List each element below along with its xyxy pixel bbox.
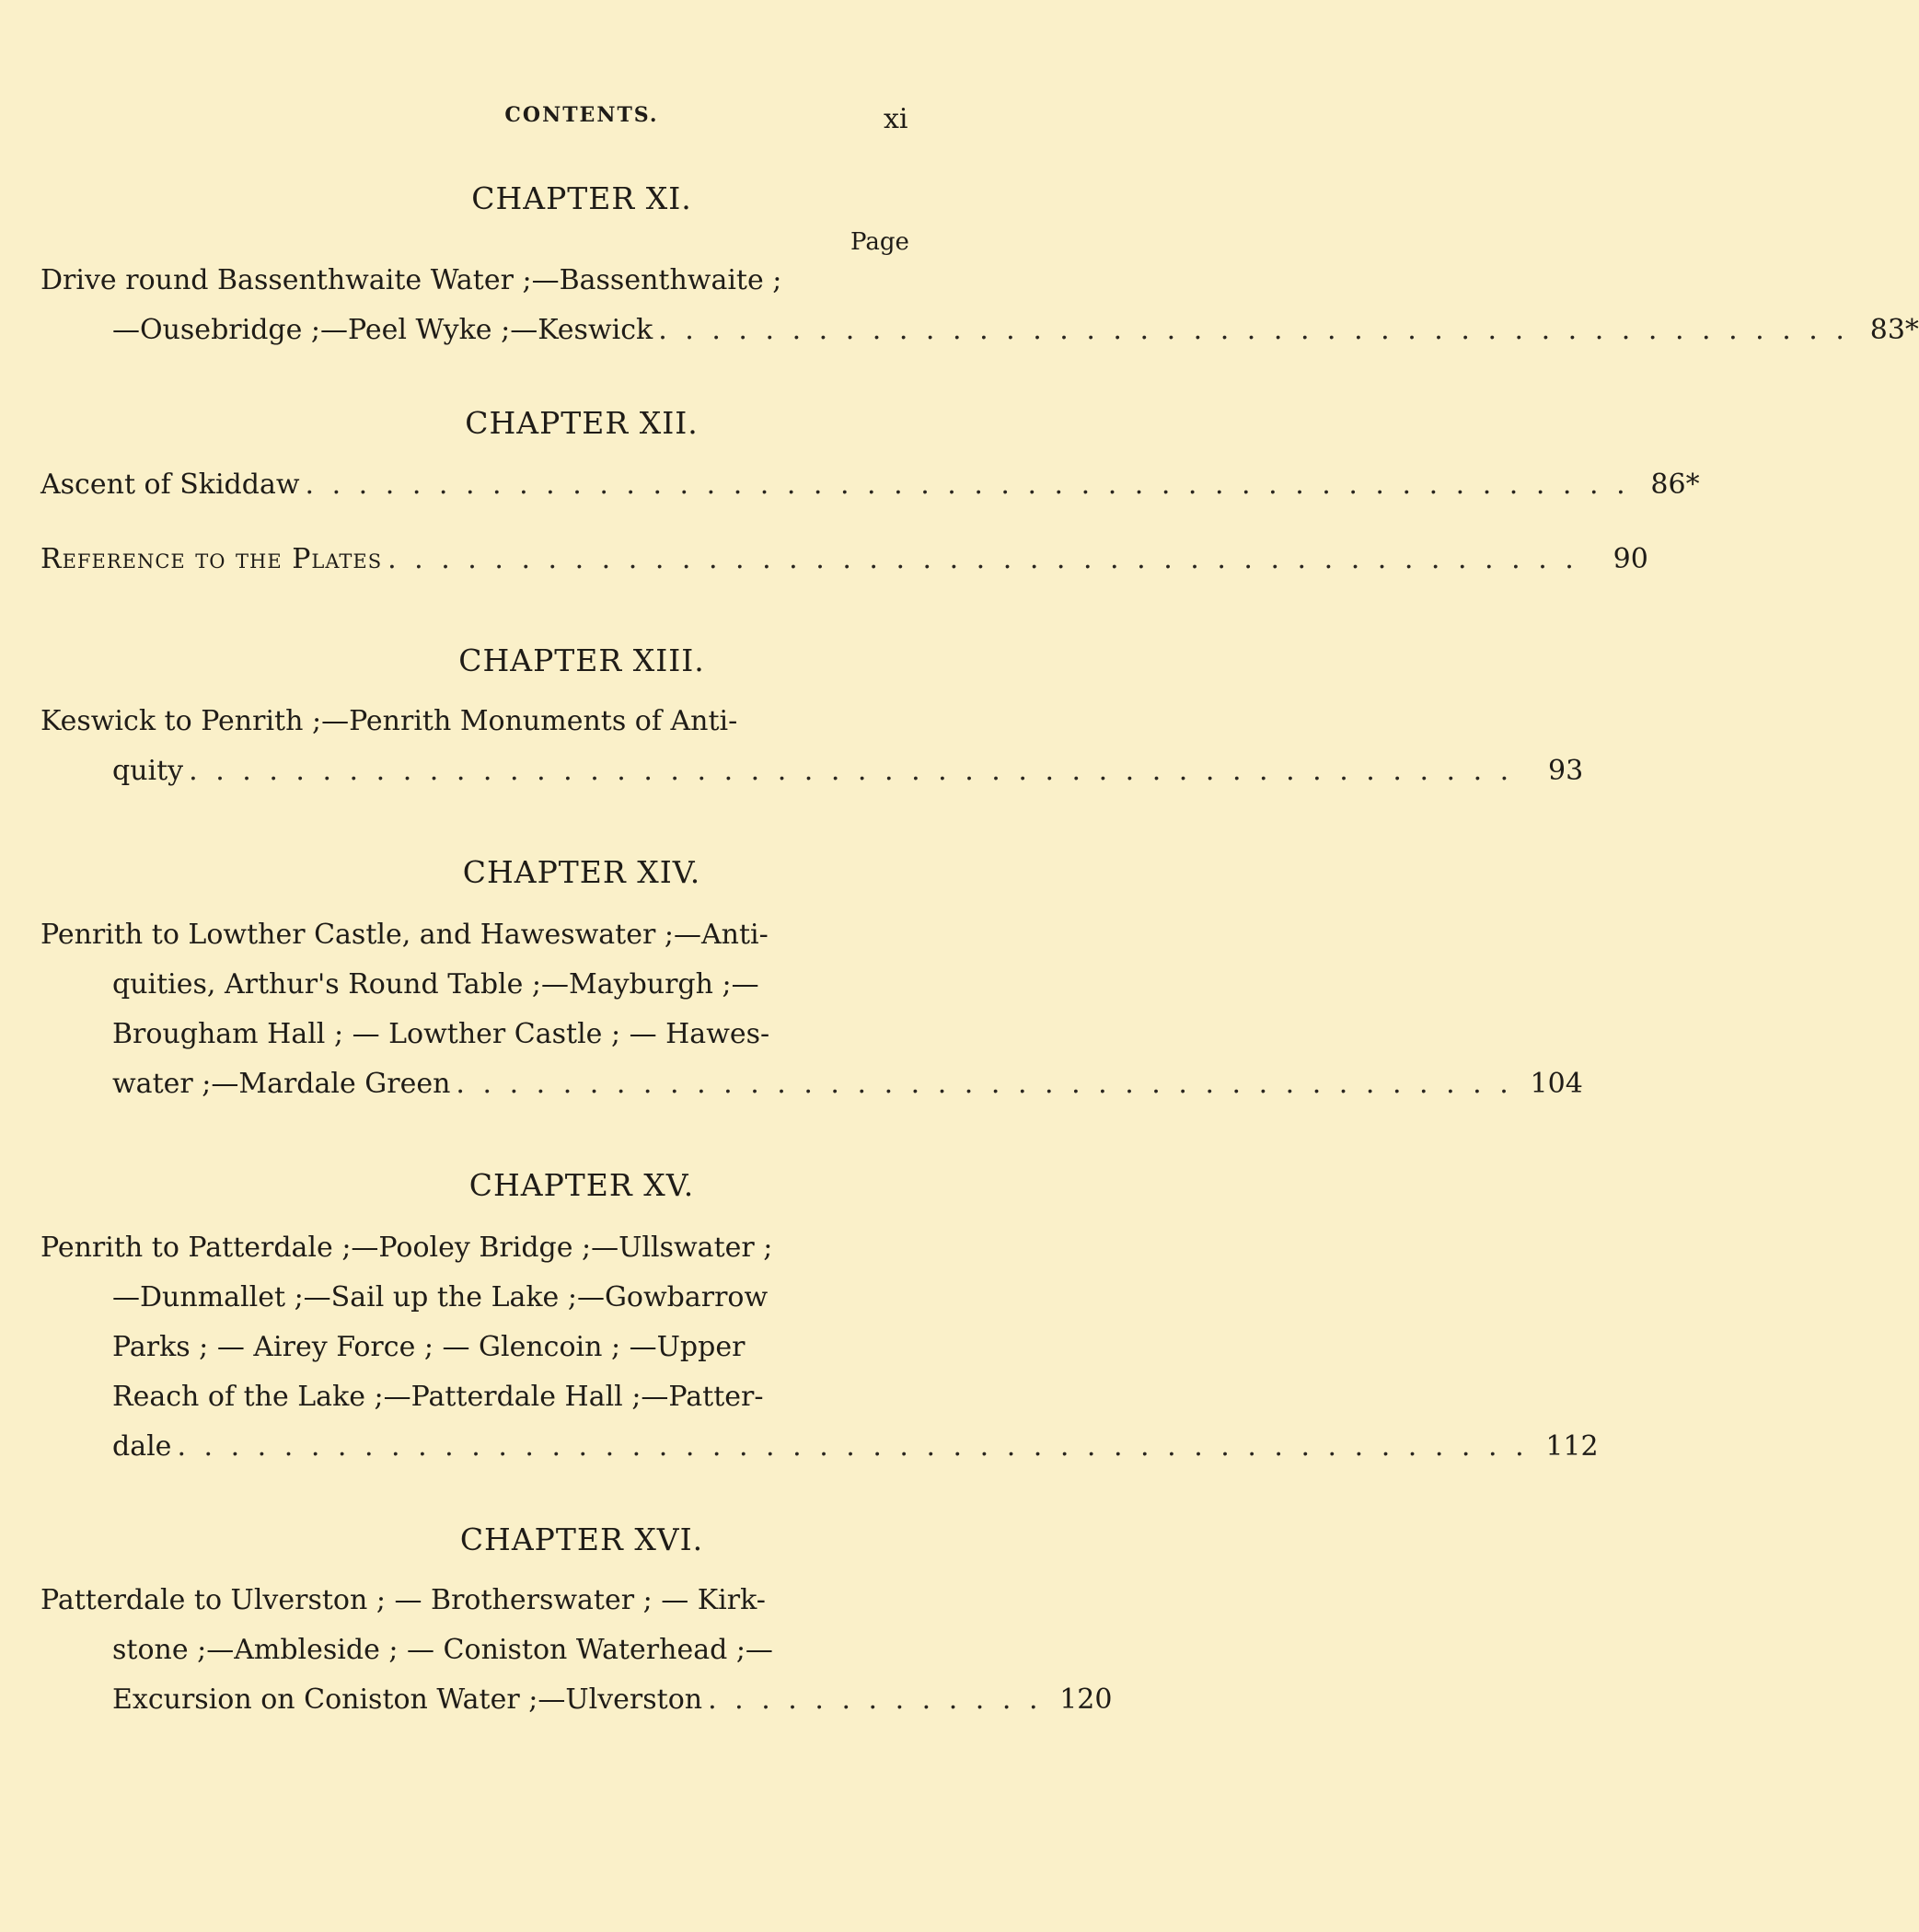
entry-line: Parks ; — Airey Force ; — Glencoin ; —Upper [112, 1331, 746, 1363]
dot-leader: . . . . . . . . . . . . . [708, 1683, 1043, 1716]
entry-text: —Ousebridge ;—Peel Wyke ;—Keswick [112, 314, 653, 346]
entry-text: dale [112, 1430, 172, 1463]
entry-line: Patterdale to Ulverston ; — Brotherswater ; — Kirk- [40, 1584, 766, 1616]
entry-line-last [40, 1422, 1599, 1472]
entry-page-number: 83* [1869, 314, 1919, 346]
entry-line: Brougham Hall ; — Lowther Castle ; — Hawes- [112, 1018, 770, 1050]
dot-leader: . . . . . . . . . . . . . . . . . . . . . . . . . . . . . . . . . . . . . . . . . . . . . . . . . . . [177, 1430, 1529, 1463]
entry-line: Penrith to Patterdale ;—Pooley Bridge ;—Ullswater ; [40, 1232, 773, 1264]
chapter-heading: CHAPTER XII. [465, 405, 699, 441]
entry-page-number: 104 [1530, 1068, 1583, 1100]
entry-line: quities, Arthur's Round Table ;—Mayburgh ;— [112, 968, 759, 1001]
entry-line-last [40, 535, 1648, 584]
chapter-heading: CHAPTER XI. [471, 180, 692, 216]
entry-line: Drive round Bassenthwaite Water ;—Bassenthwaite ; [40, 264, 782, 296]
entry-text: Excursion on Coniston Water ;—Ulverston [112, 1683, 703, 1716]
page-number: xi [884, 103, 908, 135]
chapter-heading: CHAPTER XIII. [458, 642, 705, 678]
page-column-label: Page [850, 228, 909, 256]
entry-page-number: 90 [1613, 543, 1648, 575]
entry-line: Keswick to Penrith ;—Penrith Monuments of Anti- [40, 705, 738, 737]
chapter-heading: CHAPTER XIV. [462, 854, 701, 890]
chapter-heading: CHAPTER XVI. [459, 1521, 704, 1557]
entry-page-number: 93 [1548, 755, 1584, 787]
entry-page-number: 112 [1545, 1430, 1599, 1463]
entry-line-last [40, 1675, 1113, 1725]
toc-entry [40, 910, 1583, 1109]
entry-line-last [40, 1059, 1583, 1109]
dot-leader: . . . . . . . . . . . . . . . . . . . . . . . . . . . . . . . . . . . . . . . . . . . . . . . . . . [305, 469, 1630, 501]
entry-line-last [40, 460, 1700, 510]
running-head: CONTENTS. [504, 103, 659, 127]
entry-page-number: 86* [1650, 469, 1700, 501]
toc-entry [40, 256, 1919, 355]
toc-entry [40, 1223, 1599, 1472]
entry-line: stone ;—Ambleside ; — Coniston Waterhead ;— [112, 1634, 773, 1666]
toc-entry [40, 1576, 1113, 1725]
entry-line: Penrith to Lowther Castle, and Haweswater ;—Anti- [40, 919, 769, 951]
entry-text: water ;—Mardale Green [112, 1068, 451, 1100]
toc-entry [40, 460, 1700, 510]
dot-leader: . . . . . . . . . . . . . . . . . . . . . . . . . . . . . . . . . . . . . . . . . . . . . . . . . . [189, 755, 1514, 787]
entry-text: Reference to the Plates [40, 543, 383, 575]
entry-line: —Dunmallet ;—Sail up the Lake ;—Gowbarrow [112, 1281, 769, 1313]
entry-text: Ascent of Skiddaw [40, 469, 300, 501]
entry-line-last [40, 746, 1584, 796]
toc-entry [40, 697, 1584, 796]
entry-line-last [40, 306, 1919, 355]
dot-leader: . . . . . . . . . . . . . . . . . . . . . . . . . . . . . . . . . . . . . . . . . . . . . [387, 543, 1578, 575]
entry-line: Reach of the Lake ;—Patterdale Hall ;—Patter- [112, 1381, 764, 1413]
chapter-heading: CHAPTER XV. [468, 1167, 695, 1203]
entry-page-number: 120 [1059, 1683, 1113, 1716]
entry-text: quity [112, 755, 184, 787]
dot-leader: . . . . . . . . . . . . . . . . . . . . . . . . . . . . . . . . . . . . . . . . . . . . . [658, 314, 1849, 346]
dot-leader: . . . . . . . . . . . . . . . . . . . . . . . . . . . . . . . . . . . . . . . . [456, 1068, 1513, 1100]
toc-entry-plates [40, 535, 1648, 584]
